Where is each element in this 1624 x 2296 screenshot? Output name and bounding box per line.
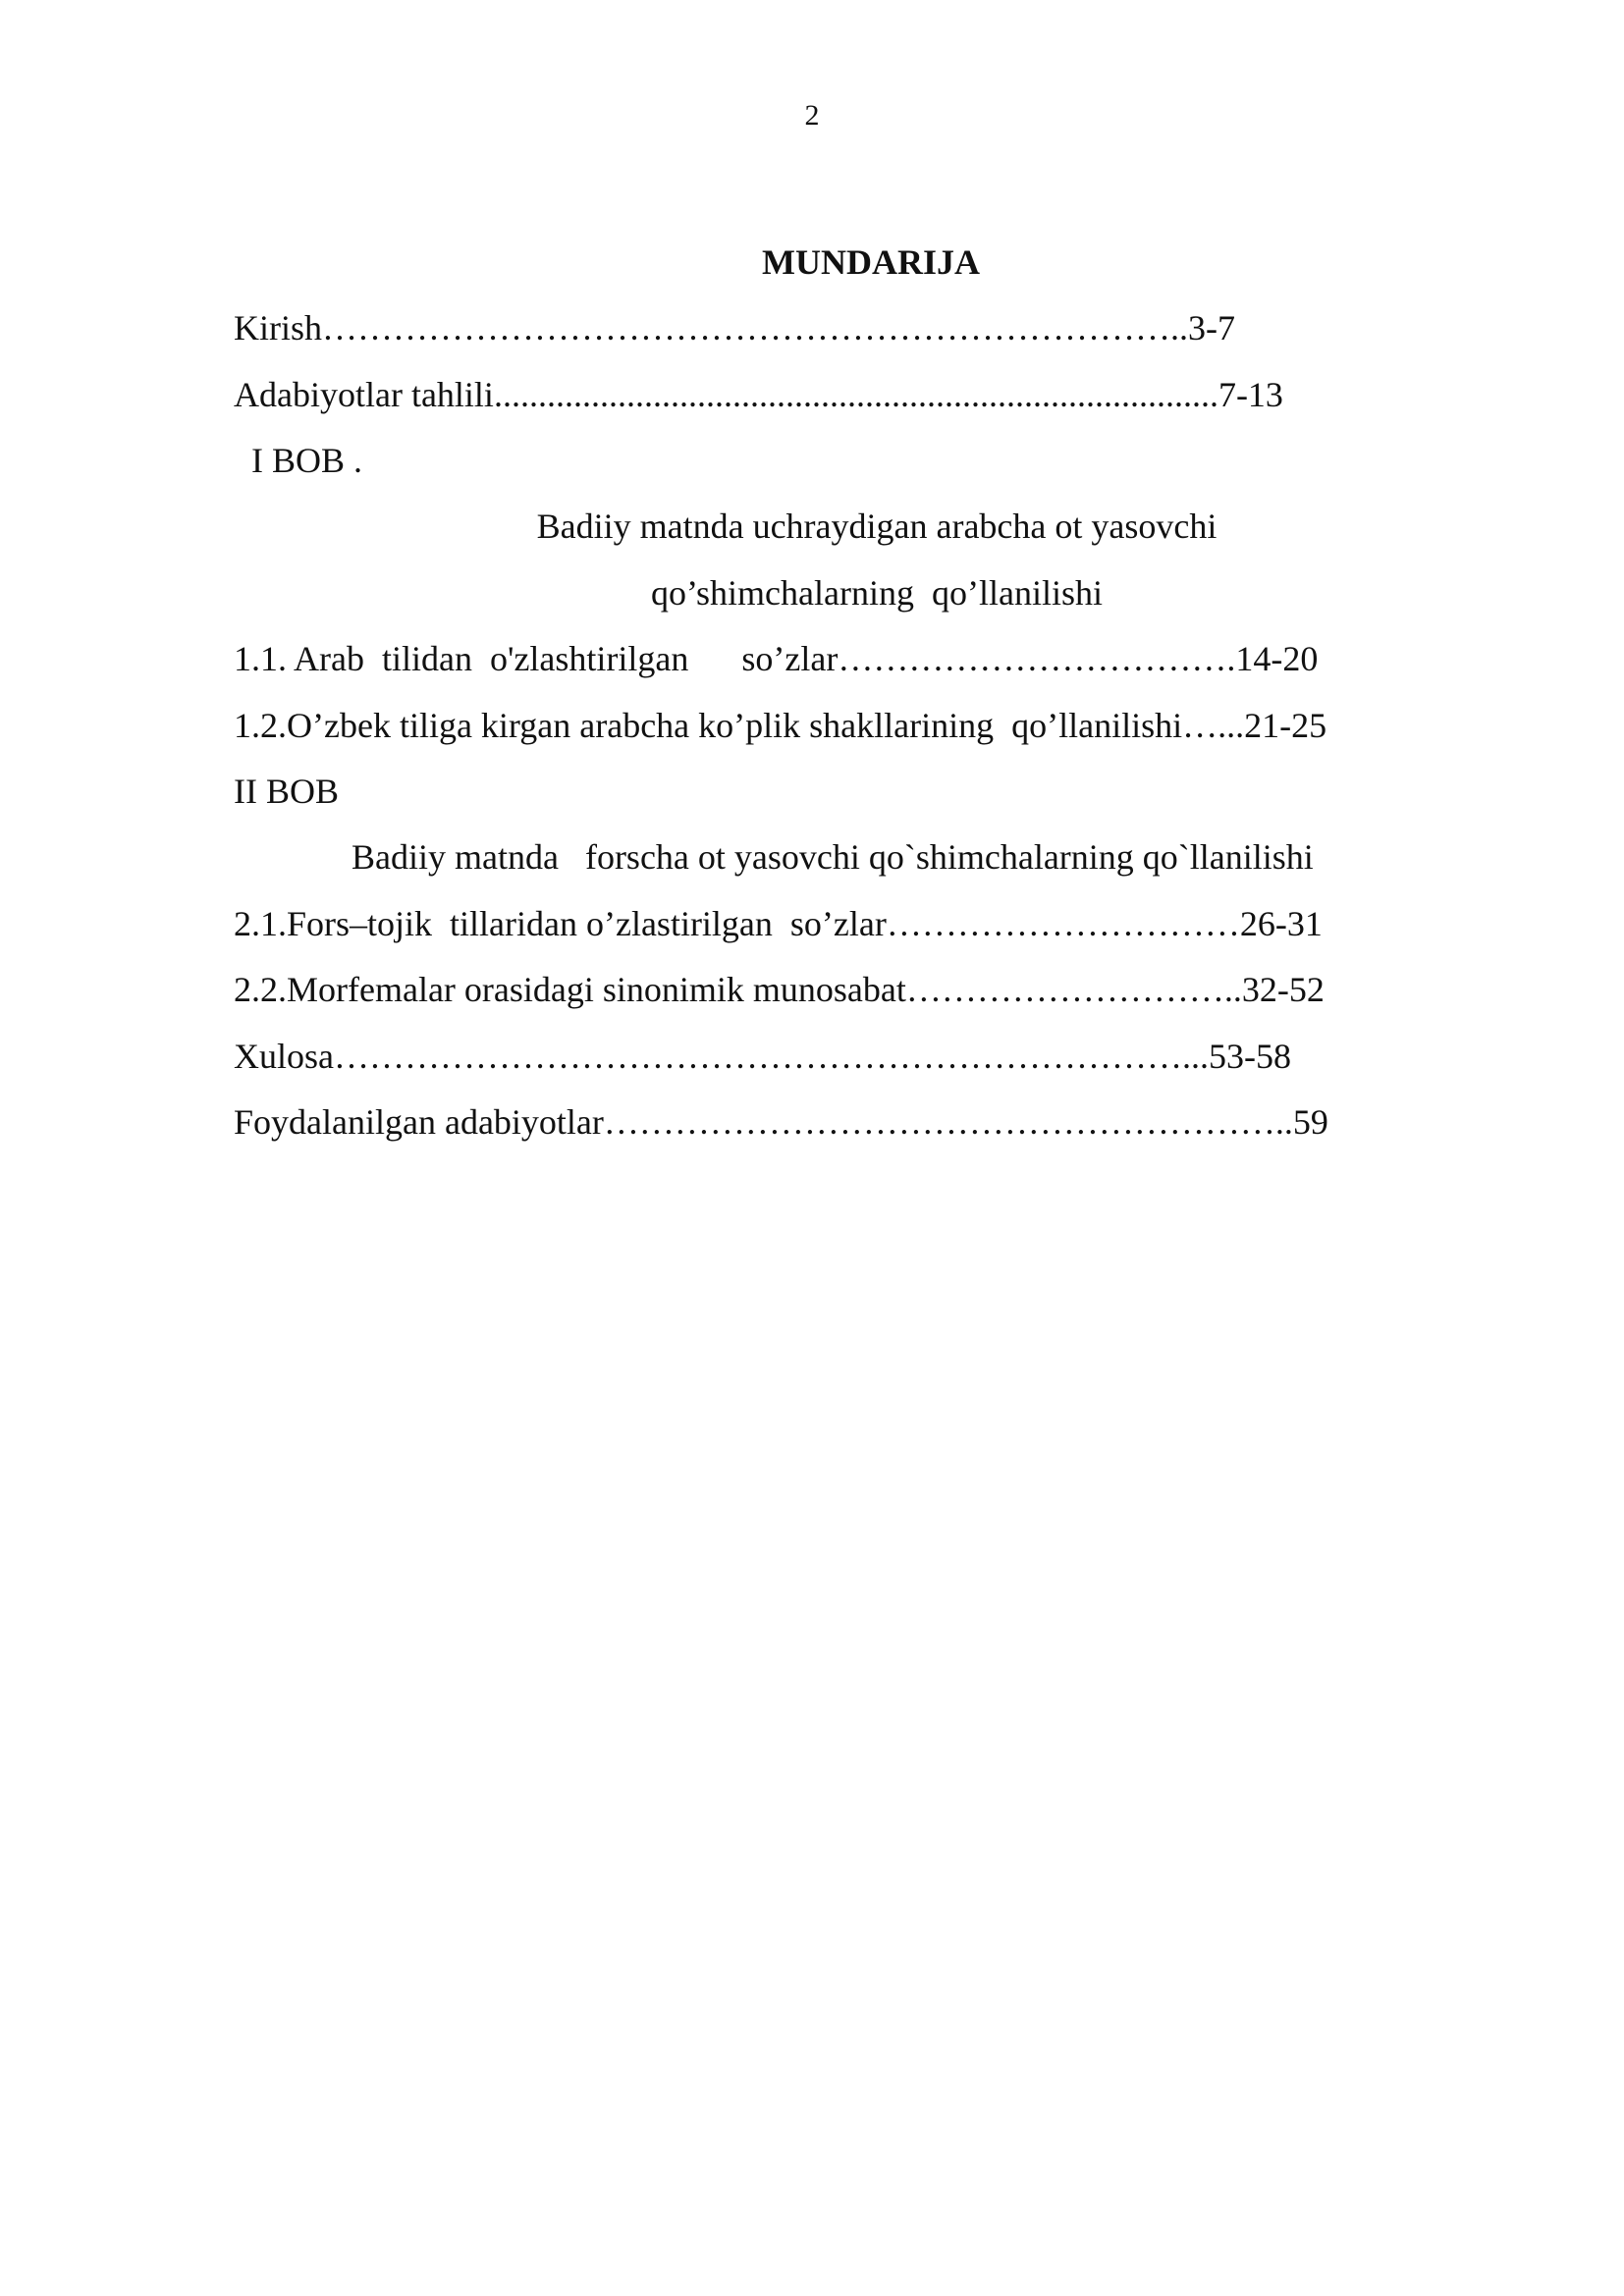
toc-entry-2-1: 2.1.Fors–tojik tillaridan o’zlastirilgan so’zlar…………………………26-31 bbox=[234, 904, 1323, 943]
toc-entry-1-2: 1.2.O’zbek tiliga kirgan arabcha ko’plik shakllarining qo’llanilishi…...21-25 bbox=[234, 706, 1327, 745]
toc-chapter-2-label: II BOB bbox=[234, 772, 339, 811]
toc-entry-xulosa: Xulosa………………………………………………………………...53-58 bbox=[234, 1037, 1291, 1076]
toc-entry-2-2: 2.2.Morfemalar orasidagi sinonimik munosabat………………………..32-52 bbox=[234, 970, 1325, 1009]
toc-entry-1-1: 1.1. Arab tilidan o'zlashtirilgan so’zlar…………………………….14-20 bbox=[234, 639, 1319, 678]
toc-title: MUNDARIJA bbox=[762, 242, 980, 282]
toc-chapter-1-title-line-2: qo’shimchalarning qo’llanilishi bbox=[651, 573, 1103, 613]
toc-chapter-1-label: I BOB . bbox=[234, 441, 363, 480]
toc-entry-kirish: Kirish………………………………………………………………..3-7 bbox=[234, 308, 1235, 347]
toc-entry-foydalanilgan-adabiyotlar: Foydalanilgan adabiyotlar…………………………………………………..59 bbox=[234, 1102, 1328, 1142]
page-number: 2 bbox=[804, 99, 820, 132]
toc-entry-adabiyotlar-tahlili: Adabiyotlar tahlili..................................................................................7-13 bbox=[234, 375, 1283, 414]
toc-chapter-1-title-line-1: Badiiy matnda uchraydigan arabcha ot yasovchi bbox=[536, 507, 1218, 546]
toc-chapter-2-title: Badiiy matnda forscha ot yasovchi qo`shimchalarning qo`llanilishi bbox=[352, 837, 1314, 877]
